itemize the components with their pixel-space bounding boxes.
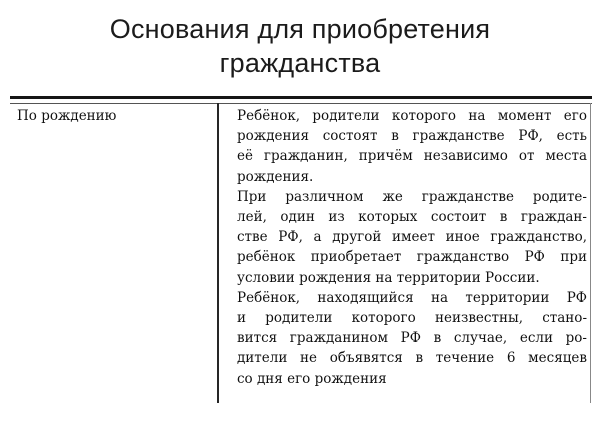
table-top-rule	[10, 96, 592, 99]
paragraph-citizen-parents	[225, 106, 587, 187]
text-line: рождения состоят в гражданстве РФ, есть	[237, 128, 587, 145]
text-line: лей, один из которых состоит в граждан-	[237, 209, 587, 226]
table-row-label-cell	[17, 106, 212, 126]
table-column-divider	[217, 103, 219, 403]
paragraph-mixed-citizenship	[225, 187, 587, 288]
text-line: дители не объявятся в течение 6 месяцев	[237, 350, 587, 367]
text-line: стве РФ, а другой имеет иное гражданство,	[237, 229, 587, 246]
text-line: и родители которого неизвестны, стано-	[237, 310, 587, 327]
text-line: со дня его рождения	[237, 370, 387, 387]
table-description-cell	[225, 106, 587, 389]
text-line: условии рождения на территории России.	[237, 269, 540, 286]
row-label: По рождению	[17, 108, 117, 124]
scanned-table-image	[10, 96, 592, 406]
text-line: её гражданин, причём независимо от места	[237, 148, 587, 165]
text-line: Ребёнок, родители которого на момент его	[237, 108, 587, 124]
text-line: При различном же гражданстве родите-	[237, 188, 587, 205]
text-line: рождения.	[237, 168, 314, 185]
text-line: Ребёнок, находящийся на территории РФ	[237, 289, 587, 306]
slide-title-line-1: Основания для приобретения	[109, 14, 491, 44]
text-line: вится гражданином РФ в случае, если ро-	[237, 330, 587, 347]
table-right-border	[590, 103, 591, 403]
paragraph-unknown-parents	[225, 288, 587, 389]
slide-title	[0, 12, 600, 80]
slide-title-line-2: гражданства	[219, 48, 381, 78]
text-line: ребёнок приобретает гражданство РФ при	[237, 249, 587, 266]
table-header-rule	[10, 103, 592, 104]
